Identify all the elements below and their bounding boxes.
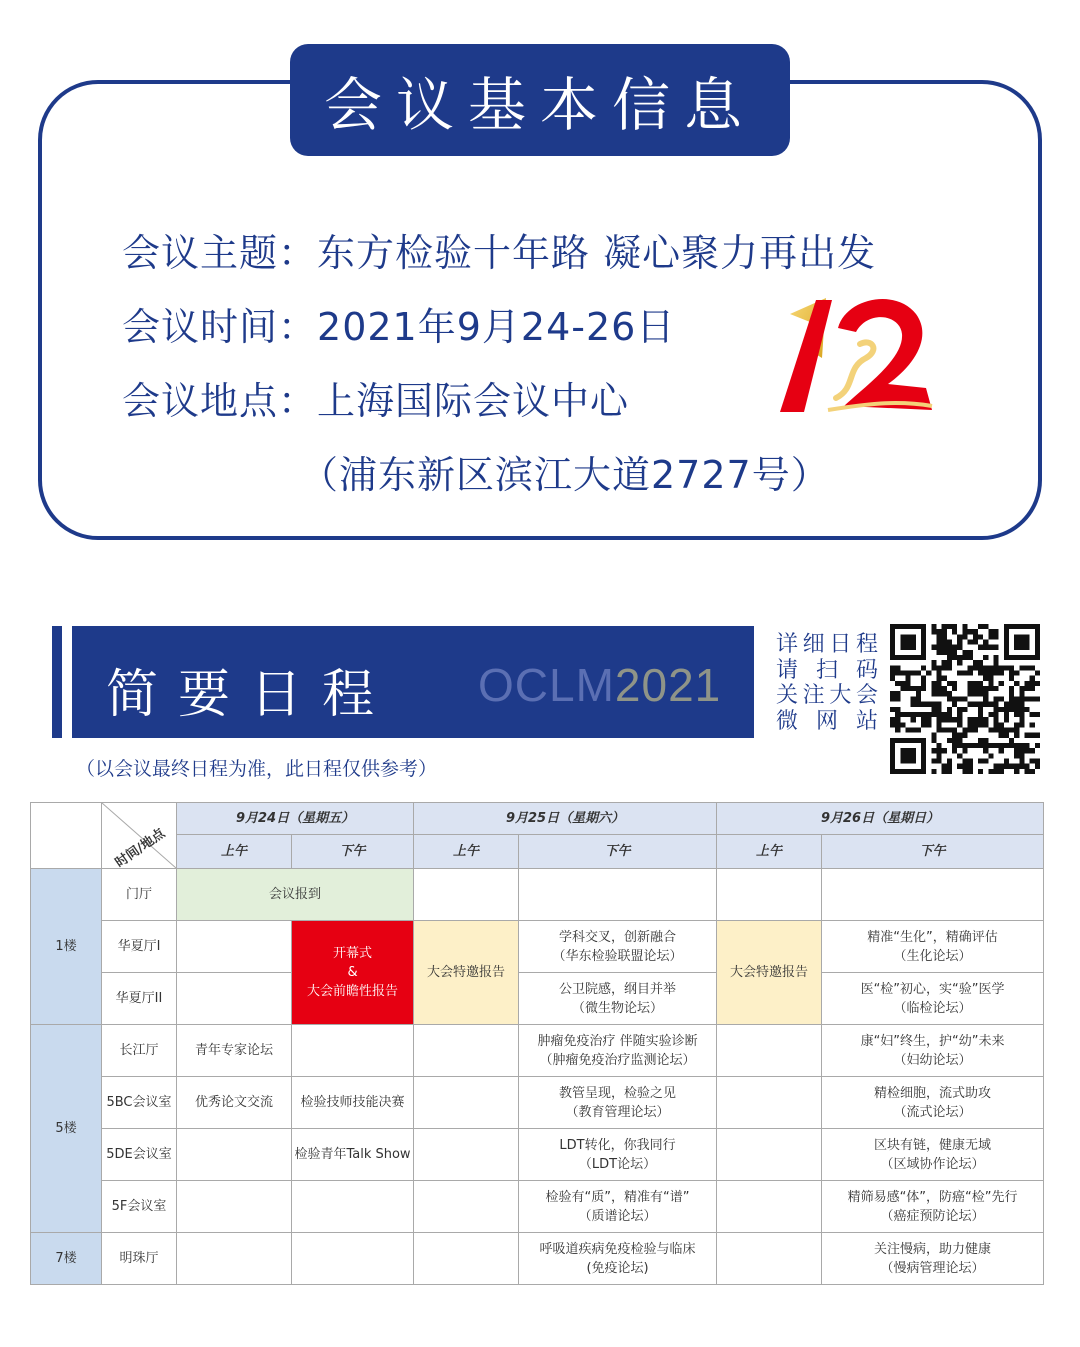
- empty-cell: [177, 921, 292, 973]
- session-line: 大会前瞻性报告: [307, 984, 399, 999]
- qr-caption-line: 关注大会: [776, 683, 878, 708]
- time-value: 2021年9月24-26日: [317, 305, 676, 349]
- table-row: [31, 921, 1044, 973]
- session-cell: [822, 1129, 1044, 1181]
- session-line: LDT转化，你我同行: [559, 1137, 676, 1153]
- session-line: 精检细胞，流式助攻: [874, 1085, 992, 1101]
- qr-code-icon[interactable]: [890, 624, 1040, 774]
- empty-cell: [717, 1181, 822, 1233]
- info-title: 会议基本信息: [290, 44, 790, 156]
- anniversary-10-logo-icon: [776, 288, 936, 418]
- place-value: 上海国际会议中心: [317, 379, 630, 423]
- session-cell: [519, 921, 717, 973]
- schedule-note: （以会议最终日程为准，此日程仅供参考）: [76, 758, 438, 780]
- table-row: [31, 1025, 1044, 1077]
- empty-cell: [292, 1181, 414, 1233]
- room-cell: 华夏厅I: [102, 921, 177, 973]
- table-row: [31, 973, 1044, 1025]
- room-cell: 明珠厅: [102, 1233, 177, 1285]
- empty-cell: [414, 1129, 519, 1181]
- session-cell: [822, 1181, 1044, 1233]
- theme-row: [122, 222, 876, 277]
- session-cell: 优秀论文交流: [177, 1077, 292, 1129]
- empty-cell: [292, 1233, 414, 1285]
- session-cell: [519, 1129, 717, 1181]
- session-line: （癌症预防论坛）: [880, 1208, 985, 1224]
- session-cell: [822, 973, 1044, 1025]
- day-header: 9月24日（星期五）: [177, 803, 414, 835]
- session-line: 肿瘤免疫治疗 伴随实验诊断: [537, 1033, 698, 1049]
- session-line: （肿瘤免疫治疗监测论坛）: [539, 1052, 696, 1068]
- qr-caption: [776, 632, 878, 734]
- session-line: （生化论坛）: [893, 948, 972, 964]
- session-cell: [822, 1233, 1044, 1285]
- session-line: （质谱论坛）: [578, 1208, 657, 1224]
- session-line: （临检论坛）: [893, 1000, 972, 1016]
- room-cell: 5F会议室: [102, 1181, 177, 1233]
- session-cell: 检验技师技能决赛: [292, 1077, 414, 1129]
- am-header: 上午: [177, 835, 292, 869]
- place-row: [122, 370, 629, 425]
- session-line: （妇幼论坛）: [893, 1052, 972, 1068]
- empty-cell: [717, 1233, 822, 1285]
- room-cell: 5BC会议室: [102, 1077, 177, 1129]
- empty-cell: [414, 1077, 519, 1129]
- session-line: （LDT论坛）: [578, 1156, 657, 1172]
- table-row: [31, 1077, 1044, 1129]
- day-header: 9月25日（星期六）: [414, 803, 717, 835]
- session-cell: 检验青年Talk Show: [292, 1129, 414, 1181]
- empty-cell: [177, 1181, 292, 1233]
- empty-cell: [177, 1233, 292, 1285]
- session-line: （微生物论坛）: [572, 1000, 664, 1016]
- am-header: 上午: [717, 835, 822, 869]
- session-line: 康“妇”终生，护“幼”未来: [860, 1033, 1005, 1049]
- session-line: 检验有“质”，精准有“谱”: [545, 1189, 690, 1205]
- time-label: 会议时间：: [122, 305, 318, 349]
- session-line: 开幕式: [333, 946, 373, 961]
- session-cell: [519, 1077, 717, 1129]
- theme-value: 东方检验十年路 凝心聚力再出发: [317, 231, 877, 275]
- keynote-cell: 大会特邀报告: [717, 921, 822, 1025]
- room-cell: 长江厅: [102, 1025, 177, 1077]
- session-line: 精准“生化”，精确评估: [867, 929, 998, 945]
- floor-cell: 7楼: [31, 1233, 102, 1285]
- empty-cell: [414, 869, 519, 921]
- session-line: （流式论坛）: [893, 1104, 972, 1120]
- schedule-title: 简要日程: [106, 665, 395, 725]
- am-header: 上午: [414, 835, 519, 869]
- session-cell: [822, 1077, 1044, 1129]
- floor-cell: 1楼: [31, 869, 102, 1025]
- empty-cell: [414, 1025, 519, 1077]
- floor-cell: 5楼: [31, 1025, 102, 1233]
- empty-cell: [414, 1181, 519, 1233]
- qr-caption-line: 详细日程: [776, 632, 878, 657]
- corner-label: 时间/地点: [112, 826, 168, 871]
- empty-cell: [519, 869, 717, 921]
- registration-cell: 会议报到: [177, 869, 414, 921]
- empty-cell: [822, 869, 1044, 921]
- table-row: [31, 1181, 1044, 1233]
- room-cell: 华夏厅II: [102, 973, 177, 1025]
- table-row: [31, 869, 1044, 921]
- session-line: （区域协作论坛）: [880, 1156, 985, 1172]
- pm-header: 下午: [292, 835, 414, 869]
- oclm-brand: [478, 658, 721, 712]
- schedule-accent-bar: [52, 626, 62, 738]
- pm-header: 下午: [822, 835, 1044, 869]
- session-line: （华东检验联盟论坛）: [552, 948, 683, 964]
- session-line: 精筛易感“体”，防癌“检”先行: [847, 1189, 1018, 1205]
- pm-header: 下午: [519, 835, 717, 869]
- qr-caption-line: 请扫码: [776, 657, 878, 683]
- empty-cell: [717, 1077, 822, 1129]
- address: （浦东新区滨江大道2727号）: [300, 453, 830, 497]
- session-cell: 青年专家论坛: [177, 1025, 292, 1077]
- empty-cell: [717, 869, 822, 921]
- oclm-brand-b: 2021: [614, 659, 722, 711]
- table-row: [31, 803, 1044, 835]
- keynote-cell: 大会特邀报告: [414, 921, 519, 1025]
- session-line: 公卫院感，纲目并举: [559, 981, 677, 997]
- corner-cell: [102, 803, 177, 869]
- session-line: 关注慢病，助力健康: [874, 1241, 992, 1257]
- empty-cell: [177, 973, 292, 1025]
- session-line: 教管呈现，检验之见: [559, 1085, 677, 1101]
- theme-label: 会议主题：: [122, 231, 318, 275]
- session-cell: [519, 1181, 717, 1233]
- session-line: 学科交叉，创新融合: [559, 929, 677, 945]
- empty-cell: [717, 1129, 822, 1181]
- session-line: 呼吸道疾病免疫检验与临床: [539, 1241, 696, 1257]
- table-row: [31, 1129, 1044, 1181]
- opening-ceremony-cell: [292, 921, 414, 1025]
- place-label: 会议地点：: [122, 379, 318, 423]
- session-line: （教育管理论坛）: [565, 1104, 670, 1120]
- empty-cell: [177, 1129, 292, 1181]
- empty-cell: [292, 1025, 414, 1077]
- session-line: &: [347, 965, 358, 980]
- session-line: 医“检”初心，实“验”医学: [860, 981, 1005, 997]
- session-cell: [519, 1233, 717, 1285]
- table-row: [31, 835, 1044, 869]
- oclm-brand-a: OCLM: [478, 659, 615, 711]
- session-line: 区块有链，健康无域: [874, 1137, 992, 1153]
- session-cell: [519, 973, 717, 1025]
- room-cell: 门厅: [102, 869, 177, 921]
- session-cell: [519, 1025, 717, 1077]
- schedule-table: [30, 802, 1044, 1285]
- session-line: (免疫论坛): [586, 1260, 649, 1276]
- room-cell: 5DE会议室: [102, 1129, 177, 1181]
- empty-cell: [717, 1025, 822, 1077]
- session-cell: [822, 921, 1044, 973]
- table-row: [31, 1233, 1044, 1285]
- day-header: 9月26日（星期日）: [717, 803, 1044, 835]
- session-cell: [822, 1025, 1044, 1077]
- session-line: （慢病管理论坛）: [880, 1260, 985, 1276]
- time-row: [122, 296, 675, 351]
- blank-cell: [31, 803, 102, 869]
- empty-cell: [414, 1233, 519, 1285]
- qr-caption-line: 微网站: [776, 708, 878, 734]
